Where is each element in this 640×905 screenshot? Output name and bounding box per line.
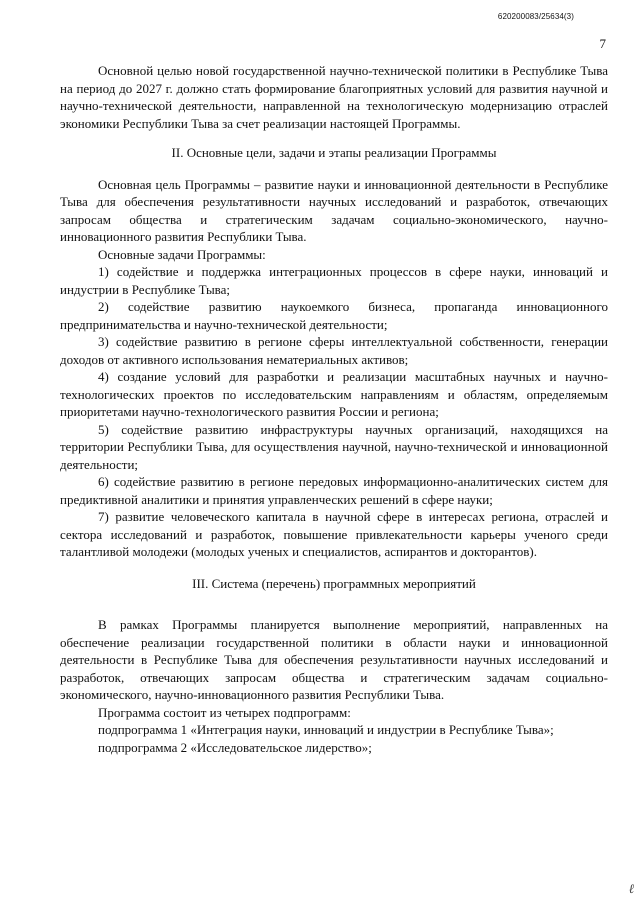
task-item-3: 3) содействие развитию в регионе сферы интеллектуальной собственности, генерации доходов от активного использования нематериальных активов; — [60, 334, 608, 367]
task-item-6: 6) содействие развитию в регионе передовых информационно-аналитических систем для предиктивной аналитики и принятия управленческих решений в сфере науки; — [60, 474, 608, 507]
section-3-title: III. Система (перечень) программных мероприятий — [192, 575, 476, 591]
task-item-7: 7) развитие человеческого капитала в научной сфере в интересах региона, отраслей и сектора исследований и разработок, повышение привлекательности карьеры ученого среди талантливой молодежи (молодых ученых и специалистов, аспирантов и докторантов). — [60, 509, 608, 559]
document-id: 620200083/25634(3) — [497, 12, 574, 21]
subprograms-intro: Программа состоит из четырех подпрограмм: — [98, 704, 351, 720]
section-2-title: II. Основные цели, задачи и этапы реализации Программы — [171, 145, 497, 160]
task-item-5: 5) содействие развитию инфраструктуры научных организаций, находящихся на территории Республики Тыва, для осуществления научной, научно-технической и инновационной деятельности; — [60, 421, 608, 472]
task-item-1: 1) содействие и поддержка интеграционных процессов в сфере науки, инноваций и индустрии в Республике Тыва; — [60, 264, 608, 297]
document-body — [60, 62, 608, 756]
tasks-intro: Основные задачи Программы: — [98, 246, 266, 262]
corner-handwritten-mark: ℓ — [628, 881, 634, 896]
section-2-goal: Основная цель Программы – развитие науки и инновационной деятельности в Республике Тыва для обеспечения результативности научных исследований и разработок, отвечающих запросам общества и стратегическим задачам социально-экономического, научно-инновационного развития Республики Тыва. — [60, 176, 608, 244]
page-number: 7 — [599, 36, 606, 51]
task-item-2: 2) содействие развитию наукоемкого бизнеса, пропаганда инновационного предпринимательства и научно-технической деятельности; — [60, 299, 608, 332]
section-3-paragraph: В рамках Программы планируется выполнение мероприятий, направленных на обеспечение реализации государственной политики в области науки и инновационной деятельности в Республике Тыва для обеспечения результативности научных исследований и разработок, отвечающих запросам общества и стратегическим задачам социально-экономического, научно-инновационного развития Республики Тыва. — [60, 617, 608, 702]
subprogram-item-1: подпрограмма 1 «Интеграция науки, инноваций и индустрии в Республике Тыва»; — [98, 722, 554, 737]
task-item-4: 4) создание условий для разработки и реализации масштабных научных и научно-технологических проектов по исследовательским направлениям и областям, определяемым приоритетами научно-технологического развития России и региона; — [60, 369, 608, 419]
intro-paragraph: Основной целью новой государственной научно-технической политики в Республике Тыва на период до 2027 г. должно стать формирование благоприятных условий для развития научной и научно-технической деятельности, направленной на технологическую модернизацию отраслей экономики Республики Тыва за счет реализации настоящей Программы. — [60, 63, 608, 131]
subprogram-item-2: подпрограмма 2 «Исследовательское лидерство»; — [98, 739, 372, 755]
